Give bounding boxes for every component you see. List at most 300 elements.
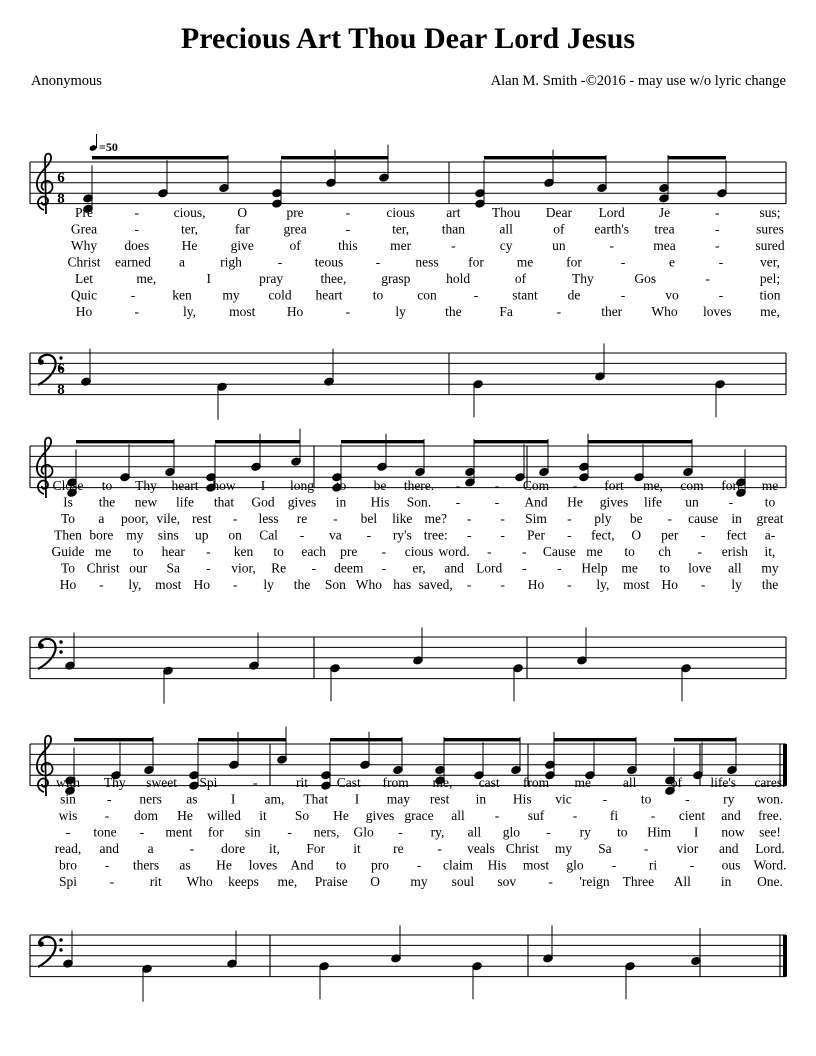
lyric-syllable: of xyxy=(514,271,527,286)
lyric-syllable: ry xyxy=(579,824,591,840)
lyric-syllable: most xyxy=(229,304,256,319)
lyric-syllable: - xyxy=(345,304,351,319)
lyric-syllable: - xyxy=(609,238,614,253)
lyric-syllable: of xyxy=(289,238,301,253)
lyric-syllable: me, xyxy=(760,304,780,319)
bass-note xyxy=(319,962,330,1000)
lyric-syllable: Fa xyxy=(499,304,513,319)
bass-note xyxy=(513,664,524,702)
lyric-syllable: - xyxy=(705,271,710,286)
lyric-syllable: heart xyxy=(171,478,199,493)
lyric-syllable: That xyxy=(303,791,329,807)
lyric-syllable: how xyxy=(212,478,236,493)
lyric-syllable: ment xyxy=(165,824,193,840)
lyric-syllable: Thy xyxy=(135,478,157,493)
lyric-syllable: to xyxy=(640,791,652,807)
treble-note xyxy=(683,439,694,477)
lyric-verse-7 xyxy=(76,304,780,319)
lyric-syllable: love xyxy=(688,560,712,576)
lyric-syllable: bro xyxy=(59,857,77,873)
bass-staff xyxy=(30,637,786,679)
bass-note xyxy=(543,925,554,963)
lyric-syllable: ply xyxy=(594,511,612,526)
lyric-syllable: Thy xyxy=(103,775,126,790)
lyric-verse-3 xyxy=(71,238,785,253)
lyric-syllable: - xyxy=(277,254,283,270)
lyric-syllable: To xyxy=(60,511,76,526)
lyric-syllable: - xyxy=(700,577,706,592)
lyric-verse-6 xyxy=(59,858,787,873)
lyric-syllable: I xyxy=(230,791,236,807)
lyric-syllable: ly xyxy=(395,304,406,319)
lyric-syllable: pel; xyxy=(759,271,781,286)
treble-note xyxy=(415,439,426,477)
lyric-syllable: ly xyxy=(731,577,742,592)
lyric-syllable: to xyxy=(101,478,113,493)
lyric-syllable: than xyxy=(441,221,466,237)
bass-note xyxy=(577,627,588,665)
bass-clef-dot xyxy=(59,640,62,643)
lyric-syllable: a xyxy=(147,841,154,856)
lyric-syllable: Lord. xyxy=(755,841,785,856)
lyric-syllable: art xyxy=(446,205,461,220)
lyric-syllable: sov xyxy=(497,874,517,889)
lyric-syllable: - xyxy=(548,874,553,889)
lyric-syllable: He xyxy=(177,808,193,823)
bass-note xyxy=(472,962,483,1000)
lyric-verse-7 xyxy=(59,874,783,889)
lyric-syllable: Three xyxy=(622,874,655,889)
lyric-syllable: me xyxy=(516,254,534,270)
treble-beam xyxy=(92,156,228,159)
lyric-syllable: - xyxy=(714,205,720,220)
lyric-syllable: per xyxy=(661,527,679,543)
lyric-syllable: Close xyxy=(52,478,84,493)
lyric-syllable: far xyxy=(234,221,250,237)
lyric-syllable: ver, xyxy=(759,254,781,270)
bass-note xyxy=(65,633,76,671)
lyric-syllable: - xyxy=(107,791,112,807)
lyric-syllable: cares. xyxy=(754,775,786,790)
lyric-syllable: dom xyxy=(133,808,159,823)
lyric-syllable: all xyxy=(499,221,513,237)
bass-note xyxy=(142,964,153,1002)
lyric-syllable: all xyxy=(728,560,742,576)
bass-note xyxy=(391,925,402,963)
lyric-syllable: glo xyxy=(566,857,584,873)
lyric-syllable: give xyxy=(230,238,254,253)
treble-note xyxy=(544,150,555,188)
lyric-syllable: To xyxy=(60,560,76,576)
lyric-syllable: vior xyxy=(676,841,699,856)
lyric-syllable: O xyxy=(370,874,380,889)
lyric-syllable: read, xyxy=(54,841,82,856)
lyric-syllable: - xyxy=(522,544,527,559)
lyric-syllable: in xyxy=(720,874,732,889)
lyric-syllable: ken xyxy=(233,544,254,559)
lyric-syllable: it xyxy=(353,841,361,856)
lyric-syllable: me, xyxy=(277,874,298,889)
lyric-syllable: - xyxy=(643,841,649,856)
lyric-syllable: all xyxy=(622,775,637,790)
lyric-syllable: ri xyxy=(648,857,658,873)
lyric-syllable: Glo xyxy=(353,824,374,840)
lyric-syllable: ners xyxy=(139,791,162,807)
lyric-verse-2 xyxy=(71,222,784,237)
bass-clef-dot xyxy=(59,938,62,941)
lyric-syllable: ter, xyxy=(180,221,199,237)
bass-note xyxy=(63,931,74,969)
lyric-syllable: His xyxy=(370,494,390,510)
treble-clef-glyph xyxy=(37,154,53,214)
lyric-syllable: grasp xyxy=(381,271,411,286)
lyric-verse-3 xyxy=(61,511,784,526)
lyric-verse-1 xyxy=(56,775,786,790)
lyric-syllable: Quic xyxy=(70,287,98,303)
lyric-syllable: - xyxy=(130,287,136,303)
lyric-syllable: there. xyxy=(403,478,435,493)
lyric-syllable: and xyxy=(99,841,120,856)
time-signature-top: 6 xyxy=(57,170,65,186)
lyric-syllable: Sa xyxy=(598,841,612,856)
bass-note xyxy=(681,664,692,702)
treble-note xyxy=(717,160,728,198)
lyric-syllable: - xyxy=(500,527,505,543)
lyric-syllable: me xyxy=(621,560,638,576)
lyric-syllable: Guide xyxy=(51,544,85,559)
lyric-syllable: Him xyxy=(647,824,672,840)
lyric-syllable: as xyxy=(179,857,191,873)
lyric-syllable: my xyxy=(554,841,573,856)
lyric-syllable: - xyxy=(134,221,140,237)
lyric-syllable: Gos xyxy=(634,271,657,286)
lyric-syllable: e xyxy=(669,254,675,270)
lyric-syllable: ter, xyxy=(392,221,410,237)
lyric-syllable: - xyxy=(473,287,479,303)
bass-note xyxy=(249,633,260,671)
lyric-syllable: Ho xyxy=(193,577,210,592)
bass-note xyxy=(324,349,335,387)
lyric-syllable: in xyxy=(475,791,487,807)
lyric-syllable: suf xyxy=(527,808,545,823)
lyric-syllable: - xyxy=(206,560,211,576)
lyric-syllable: He xyxy=(181,238,198,253)
treble-beam xyxy=(198,738,286,741)
lyric-syllable: less xyxy=(258,511,279,526)
lyric-verse-1 xyxy=(53,478,779,493)
lyric-syllable: Sa xyxy=(166,560,181,576)
treble-beam xyxy=(474,440,548,443)
lyric-syllable: hear xyxy=(161,544,185,559)
lyric-syllable: me, xyxy=(643,478,663,493)
lyric-syllable: most xyxy=(155,577,182,592)
lyric-syllable: me xyxy=(761,478,779,493)
lyric-syllable: I xyxy=(206,271,211,286)
lyric-syllable: hold xyxy=(446,271,471,286)
lyric-syllable: rit xyxy=(149,874,162,889)
lyric-syllable: ners, xyxy=(313,824,340,840)
lyric-syllable: - xyxy=(437,841,442,856)
lyric-syllable: of xyxy=(670,775,683,790)
lyric-syllable: sus; xyxy=(759,205,781,220)
lyric-syllable: thers xyxy=(132,857,160,873)
lyric-syllable: has xyxy=(393,577,412,592)
lyric-syllable: - xyxy=(206,544,211,559)
lyric-syllable: Son xyxy=(324,577,346,592)
lyric-syllable: each xyxy=(301,544,327,559)
lyric-syllable: cast xyxy=(478,775,500,790)
lyric-syllable: to xyxy=(335,857,347,873)
lyric-syllable: re xyxy=(296,511,308,526)
lyric-syllable: O xyxy=(237,205,248,220)
lyric-syllable: grea xyxy=(283,221,307,237)
lyric-syllable: me xyxy=(94,544,112,559)
lyric-syllable: this xyxy=(338,238,358,253)
lyric-syllable: - xyxy=(345,221,351,237)
lyric-syllable: - xyxy=(366,527,372,543)
lyric-syllable: Let xyxy=(75,271,93,286)
lyric-syllable: - xyxy=(109,874,115,889)
lyric-syllable: fort xyxy=(604,478,624,493)
treble-beam xyxy=(674,738,736,741)
final-barline xyxy=(783,935,787,977)
lyric-syllable: O xyxy=(631,527,642,543)
lyric-syllable: it xyxy=(259,808,267,823)
treble-note xyxy=(219,155,230,193)
bass-note xyxy=(625,962,636,1000)
tempo-marking xyxy=(89,134,118,154)
lyric-syllable: to xyxy=(372,287,384,303)
lyric-syllable: - xyxy=(567,577,572,592)
lyric-syllable: our xyxy=(129,560,148,576)
poet-credit: Anonymous xyxy=(31,73,102,89)
lyric-syllable: dore xyxy=(221,841,246,856)
lyric-syllable: me, xyxy=(136,271,157,286)
bass-note xyxy=(227,931,238,969)
treble-beam xyxy=(281,156,388,159)
lyric-syllable: be xyxy=(629,511,643,526)
lyric-syllable: - xyxy=(455,478,461,493)
lyric-syllable: on xyxy=(228,527,242,543)
lyric-syllable: sins xyxy=(157,527,179,543)
treble-note xyxy=(627,737,638,775)
lyric-syllable: - xyxy=(689,857,695,873)
lyric-syllable: wis xyxy=(58,808,78,823)
lyric-syllable: to xyxy=(659,560,670,576)
lyric-syllable: - xyxy=(104,808,110,823)
lyric-syllable: all xyxy=(451,808,465,823)
song-title: Precious Art Thou Dear Lord Jesus xyxy=(180,22,636,55)
lyric-syllable: - xyxy=(375,254,381,270)
lyric-syllable: ch xyxy=(658,544,672,559)
lyric-syllable: ken xyxy=(172,287,192,303)
lyric-verse-5 xyxy=(52,544,776,559)
lyric-syllable: - xyxy=(486,544,492,559)
lyric-syllable: - xyxy=(697,544,703,559)
lyric-syllable: bel xyxy=(360,511,378,526)
lyric-syllable: gives xyxy=(287,494,317,510)
lyric-syllable: cause xyxy=(688,511,719,526)
lyric-syllable: un xyxy=(552,238,566,253)
treble-clef xyxy=(37,438,53,498)
lyric-syllable: grace xyxy=(404,808,434,823)
bass-note xyxy=(473,380,484,418)
lyric-syllable: - xyxy=(718,287,724,303)
lyric-syllable: the xyxy=(445,304,462,319)
lyric-syllable: Ho xyxy=(527,577,545,592)
lyric-syllable: keeps xyxy=(228,874,259,889)
lyric-syllable: God xyxy=(251,494,275,510)
lyric-syllable: And xyxy=(290,857,314,873)
lyric-syllable: free. xyxy=(757,808,783,823)
lyric-syllable: the xyxy=(761,577,779,592)
lyric-syllable: Cast xyxy=(336,775,361,790)
lyric-syllable: So xyxy=(294,808,310,823)
lyric-syllable: and xyxy=(718,841,739,856)
lyric-syllable: sin xyxy=(60,791,76,807)
lyric-syllable: tone xyxy=(93,824,117,840)
lyric-syllable: - xyxy=(134,304,140,319)
lyric-syllable: - xyxy=(620,287,626,303)
lyric-syllable: poor, xyxy=(121,511,149,526)
lyric-syllable: - xyxy=(620,254,626,270)
lyric-syllable: Ho xyxy=(661,577,678,592)
lyric-syllable: Praise xyxy=(314,874,348,889)
lyric-syllable: - xyxy=(99,577,104,592)
lyric-syllable: ly xyxy=(263,577,274,592)
bass-clef-dot xyxy=(59,356,62,359)
lyric-syllable: saved, xyxy=(418,577,453,592)
lyric-syllable: my xyxy=(761,560,779,576)
lyric-syllable: Who xyxy=(186,874,213,889)
lyric-syllable: my xyxy=(410,874,428,889)
lyric-syllable: - xyxy=(500,577,505,592)
lyric-syllable: be xyxy=(373,478,387,493)
lyric-syllable: to xyxy=(624,544,635,559)
lyric-verse-2 xyxy=(60,792,783,807)
lyric-syllable: I xyxy=(693,824,699,840)
treble-clef xyxy=(37,154,53,214)
time-signature-bottom: 8 xyxy=(57,382,65,398)
lyric-syllable: - xyxy=(466,577,472,592)
lyric-syllable: ry's xyxy=(392,527,412,543)
lyric-syllable: ness xyxy=(415,254,439,270)
lyric-syllable: most xyxy=(522,857,550,873)
lyric-syllable: Pre xyxy=(75,205,93,220)
lyric-syllable: - xyxy=(232,511,238,526)
treble-note xyxy=(326,150,337,188)
lyric-syllable: does xyxy=(124,238,150,253)
treble-note xyxy=(597,155,608,193)
treble-beam xyxy=(341,440,424,443)
lyric-syllable: cold xyxy=(268,287,292,303)
bass-staff xyxy=(30,353,786,395)
lyric-syllable: and xyxy=(721,808,741,823)
treble-note xyxy=(515,444,526,482)
lyric-syllable: veals xyxy=(467,841,495,856)
lyric-syllable: - xyxy=(451,238,456,253)
lyric-syllable: to xyxy=(616,824,628,840)
lyric-syllable: - xyxy=(728,494,734,510)
lyric-syllable: as xyxy=(186,791,198,807)
lyric-syllable: cious xyxy=(386,205,415,220)
treble-beam xyxy=(76,440,174,443)
lyric-syllable: life xyxy=(644,494,662,510)
lyric-syllable: vior, xyxy=(231,560,256,576)
lyric-syllable: un xyxy=(685,494,699,510)
lyric-syllable: He xyxy=(333,808,349,823)
lyric-syllable: deem xyxy=(334,560,364,576)
lyric-syllable: up xyxy=(194,527,209,543)
treble-clef-glyph xyxy=(37,438,53,498)
treble-note xyxy=(379,145,390,183)
lyric-syllable: - xyxy=(556,304,562,319)
lyric-syllable: Who xyxy=(355,577,382,592)
treble-note xyxy=(277,727,288,765)
lyric-syllable: va xyxy=(329,527,342,543)
lyric-syllable: from xyxy=(382,775,409,790)
lyric-syllable: loves xyxy=(248,857,278,873)
lyric-syllable: to xyxy=(273,544,284,559)
lyric-syllable: teous xyxy=(314,254,344,270)
lyric-syllable: claim xyxy=(443,857,473,873)
time-signature xyxy=(57,170,65,207)
lyric-syllable: Ho xyxy=(75,304,93,319)
lyric-syllable: ly, xyxy=(128,577,142,592)
bass-note xyxy=(413,627,424,665)
lyric-syllable: - xyxy=(189,841,195,856)
bass-clef-dot xyxy=(59,650,62,653)
lyric-syllable: like xyxy=(392,511,413,526)
lyric-verse-7 xyxy=(60,577,779,592)
lyric-syllable: Com xyxy=(522,478,550,493)
lyric-verse-2 xyxy=(63,495,775,510)
treble-note xyxy=(693,742,704,780)
treble-note xyxy=(377,434,388,472)
lyric-syllable: Per xyxy=(527,527,545,543)
lyric-syllable: fect, xyxy=(591,527,615,543)
lyric-syllable: - xyxy=(333,511,338,526)
lyric-syllable: a- xyxy=(764,527,776,543)
lyric-syllable: me xyxy=(574,775,592,790)
lyric-syllable: of xyxy=(553,221,565,237)
lyric-syllable: pre xyxy=(286,205,304,220)
lyric-syllable: And xyxy=(524,494,548,510)
treble-note xyxy=(360,732,371,770)
lyric-syllable: rit xyxy=(296,775,308,790)
lyric-syllable: For xyxy=(306,841,326,856)
lyric-verse-4 xyxy=(54,528,776,543)
lyric-syllable: pro xyxy=(371,857,389,873)
lyric-syllable: bore xyxy=(89,527,114,543)
time-signature-top: 6 xyxy=(57,361,65,377)
lyric-syllable: gives xyxy=(599,494,629,510)
lyric-verse-5 xyxy=(75,271,780,286)
lyric-syllable: - xyxy=(416,857,422,873)
treble-beam xyxy=(668,156,726,159)
lyric-syllable: now xyxy=(721,824,745,840)
bass-clef-dot xyxy=(38,643,44,649)
bass-note xyxy=(81,349,92,387)
lyric-syllable: for xyxy=(566,254,582,270)
lyric-syllable: the xyxy=(98,494,116,510)
bass-clef xyxy=(38,639,63,669)
treble-clef xyxy=(37,736,53,796)
bass-clef xyxy=(38,937,63,967)
treble-beam xyxy=(215,440,300,443)
lyric-syllable: - xyxy=(252,775,258,790)
lyric-syllable: Thou xyxy=(491,205,521,220)
